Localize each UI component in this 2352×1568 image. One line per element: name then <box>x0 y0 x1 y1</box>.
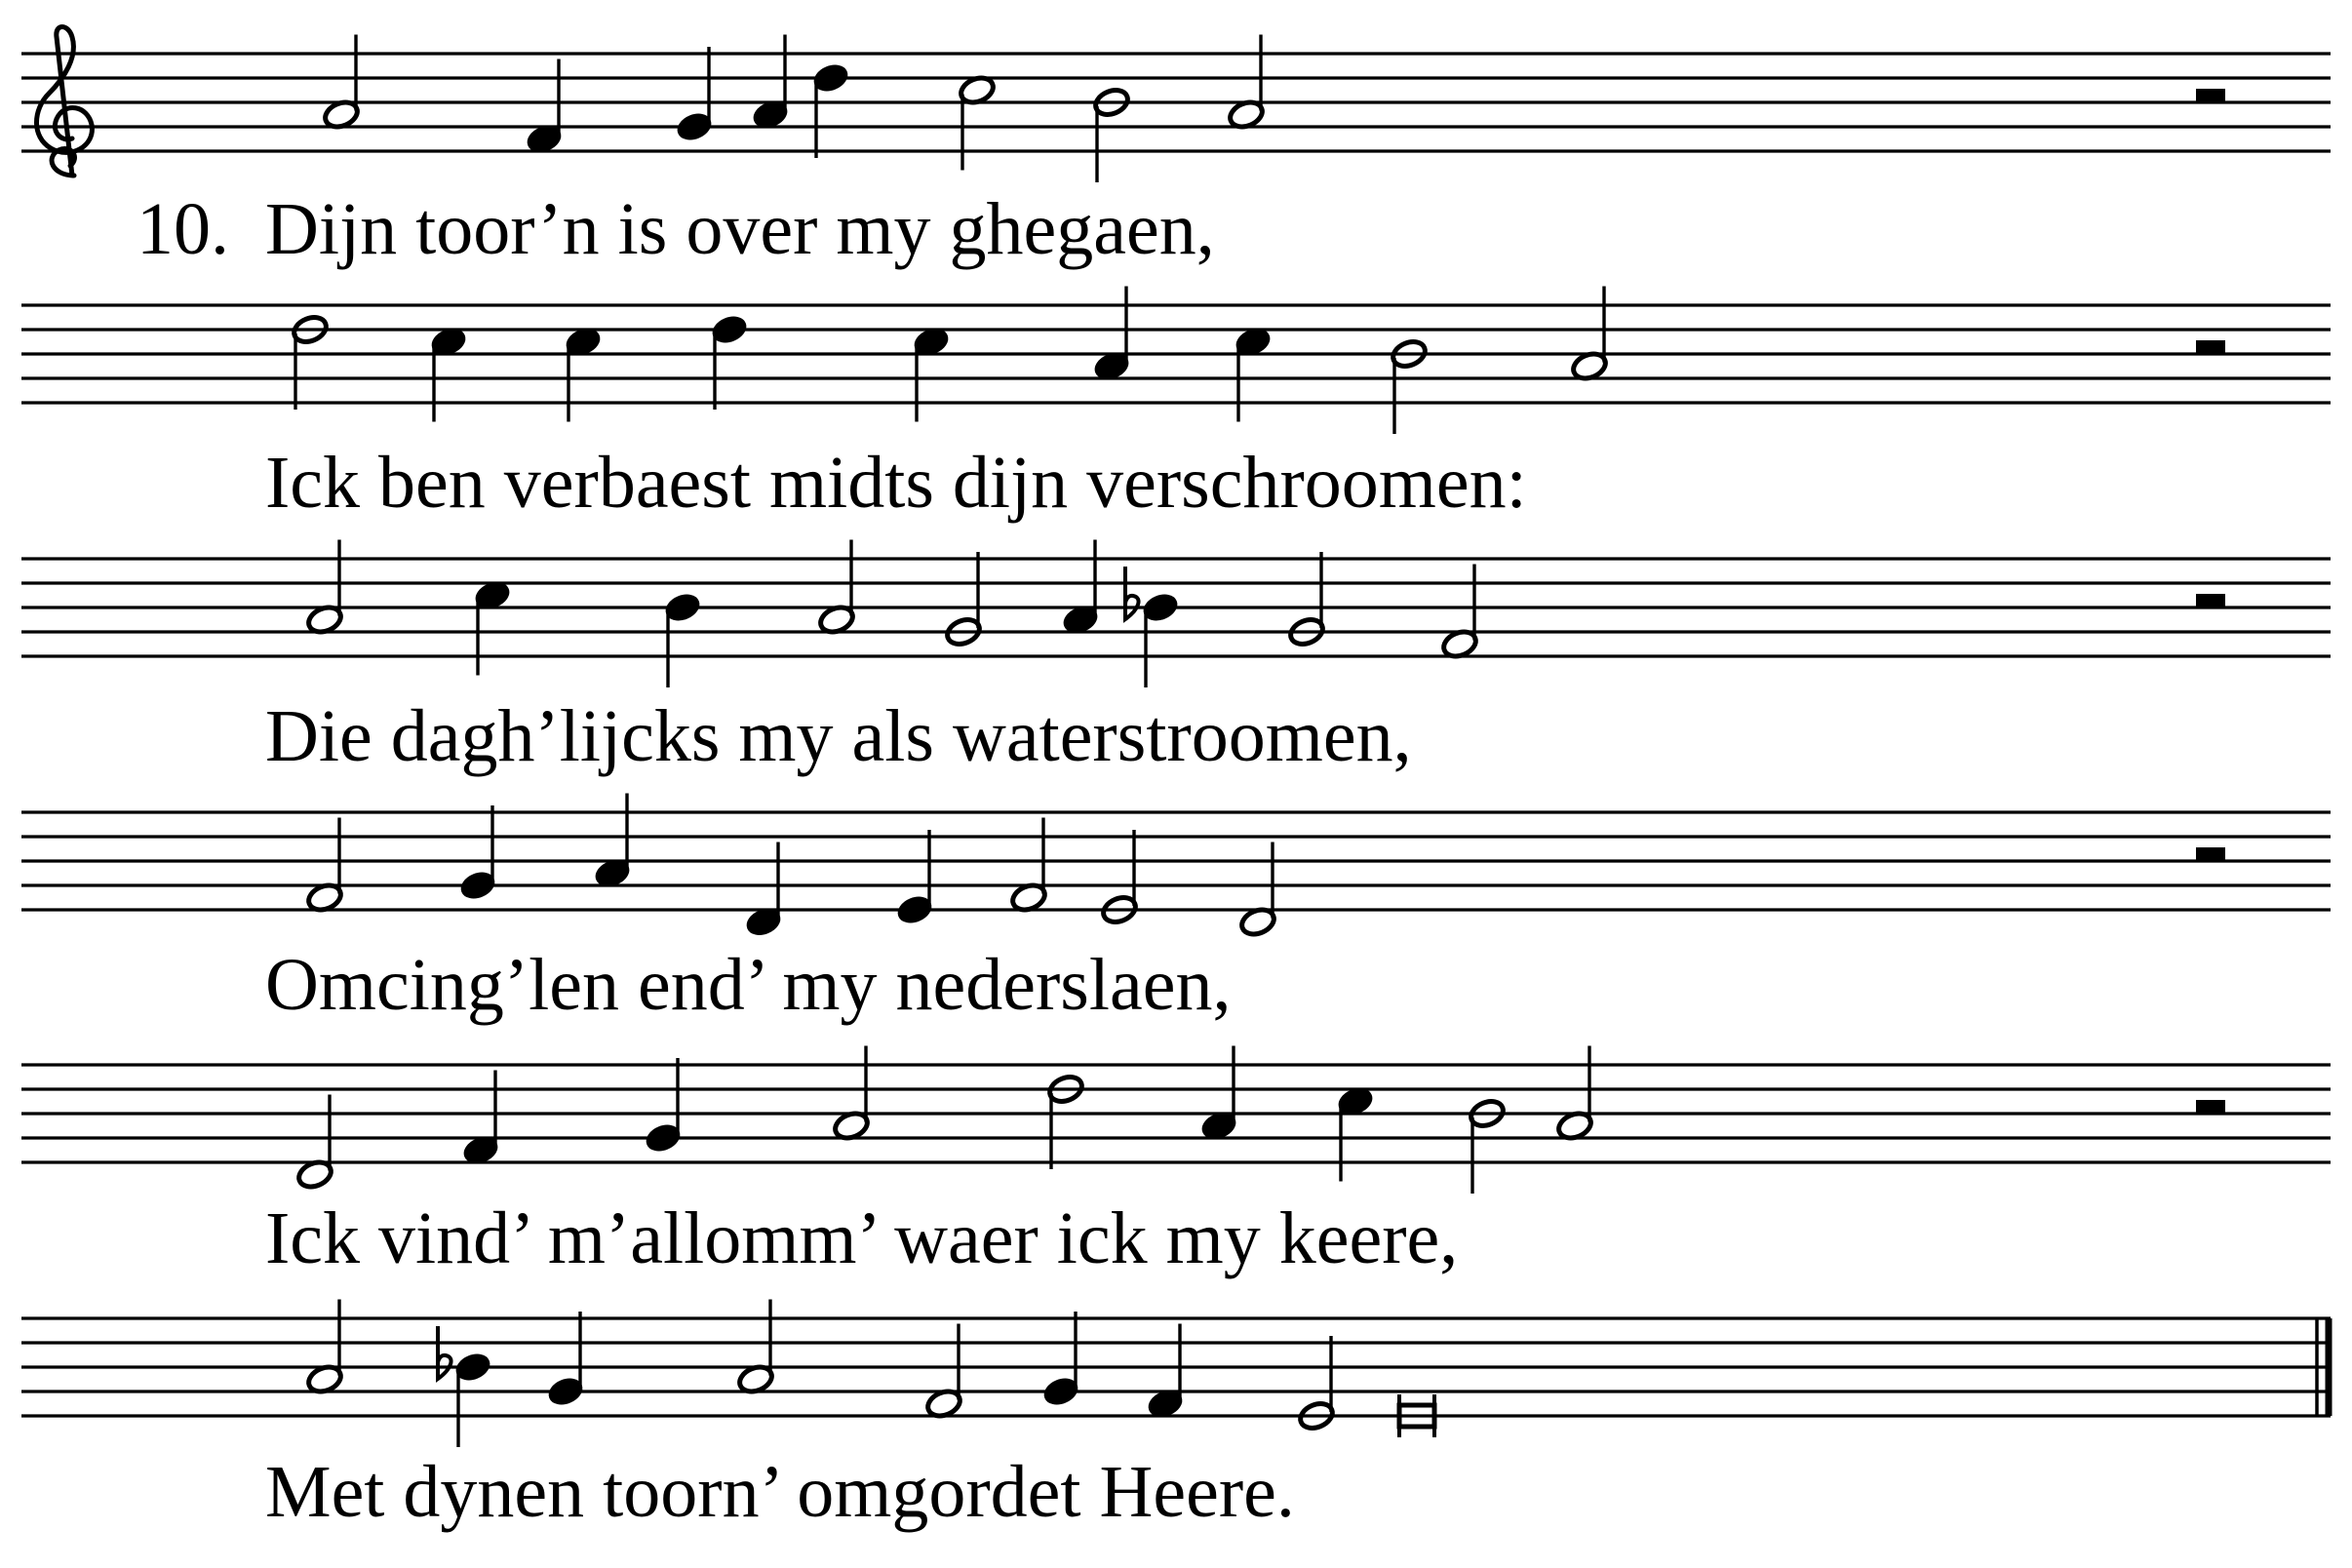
quarter-note <box>1092 287 1131 383</box>
quarter-note <box>751 35 790 132</box>
half-rest-icon <box>2196 594 2225 608</box>
quarter-note <box>1061 540 1100 637</box>
half-note <box>295 1095 334 1192</box>
quarter-note <box>1041 1312 1080 1408</box>
quarter-note <box>473 578 512 675</box>
lyric-line: Ick vind’ m’allomm’ waer ick my keere, <box>265 1197 1459 1279</box>
quarter-note <box>1336 1084 1375 1181</box>
half-note <box>1238 843 1277 939</box>
half-note <box>736 1300 775 1396</box>
staff-system-3 <box>21 540 2331 778</box>
half-rest-icon <box>2196 340 2225 354</box>
staff-system-2 <box>21 287 2331 525</box>
half-note <box>1046 1073 1085 1169</box>
half-note <box>305 1300 344 1396</box>
staff-system-5 <box>21 1046 2331 1280</box>
quarter-note <box>593 794 632 890</box>
half-note <box>1555 1046 1594 1143</box>
quarter-note <box>1234 325 1273 421</box>
half-rest-icon <box>2196 89 2225 102</box>
quarter-note <box>811 61 850 158</box>
quarter-note <box>912 325 951 421</box>
half-note <box>1440 565 1479 661</box>
half-rest-icon <box>2196 847 2225 861</box>
quarter-note <box>429 325 468 421</box>
half-note <box>832 1046 871 1143</box>
quarter-note <box>710 313 749 410</box>
half-note <box>1287 552 1326 648</box>
half-note <box>322 35 361 132</box>
lyric-line: Die dagh’lijcks my als waterstroomen, <box>265 695 1412 777</box>
staff-system-4 <box>21 794 2331 1027</box>
half-note <box>1390 337 1429 434</box>
half-note <box>924 1324 963 1421</box>
staff-system-1 <box>21 27 2331 271</box>
flat-accidental-icon <box>438 1326 451 1379</box>
quarter-note <box>458 805 497 902</box>
quarter-note <box>895 830 934 926</box>
half-note <box>1297 1336 1336 1432</box>
quarter-note <box>675 47 714 143</box>
quarter-note <box>644 1058 683 1155</box>
quarter-note <box>1199 1046 1238 1143</box>
half-note <box>291 313 330 410</box>
half-note <box>1570 287 1609 383</box>
quarter-note <box>1146 1324 1185 1421</box>
quarter-note <box>461 1071 500 1167</box>
lyric-line: Omcing’len end’ my nederslaen, <box>265 944 1232 1026</box>
half-note <box>958 73 997 170</box>
half-note <box>817 540 856 637</box>
half-note <box>1468 1097 1507 1194</box>
verse-number: 10. <box>137 188 229 270</box>
half-note <box>1227 35 1266 132</box>
quarter-note <box>525 59 564 156</box>
quarter-note <box>546 1312 585 1408</box>
staff-system-6 <box>21 1300 2331 1534</box>
half-note <box>1100 830 1139 926</box>
quarter-note <box>564 325 603 421</box>
half-note <box>305 540 344 637</box>
half-note <box>1092 86 1131 182</box>
lyric-line: Dijn toor’n is over my ghegaen, <box>265 188 1215 270</box>
flat-accidental-icon <box>1125 567 1139 619</box>
half-rest-icon <box>2196 1100 2225 1114</box>
quarter-note <box>744 843 783 939</box>
half-note <box>305 818 344 915</box>
lyric-line: Ick ben verbaest midts dijn verschroomen: <box>265 442 1527 524</box>
lyric-line: Met dynen toorn’ omgordet Heere. <box>265 1451 1295 1533</box>
quarter-note <box>663 591 702 687</box>
half-note <box>944 552 983 648</box>
half-note <box>1009 818 1048 915</box>
